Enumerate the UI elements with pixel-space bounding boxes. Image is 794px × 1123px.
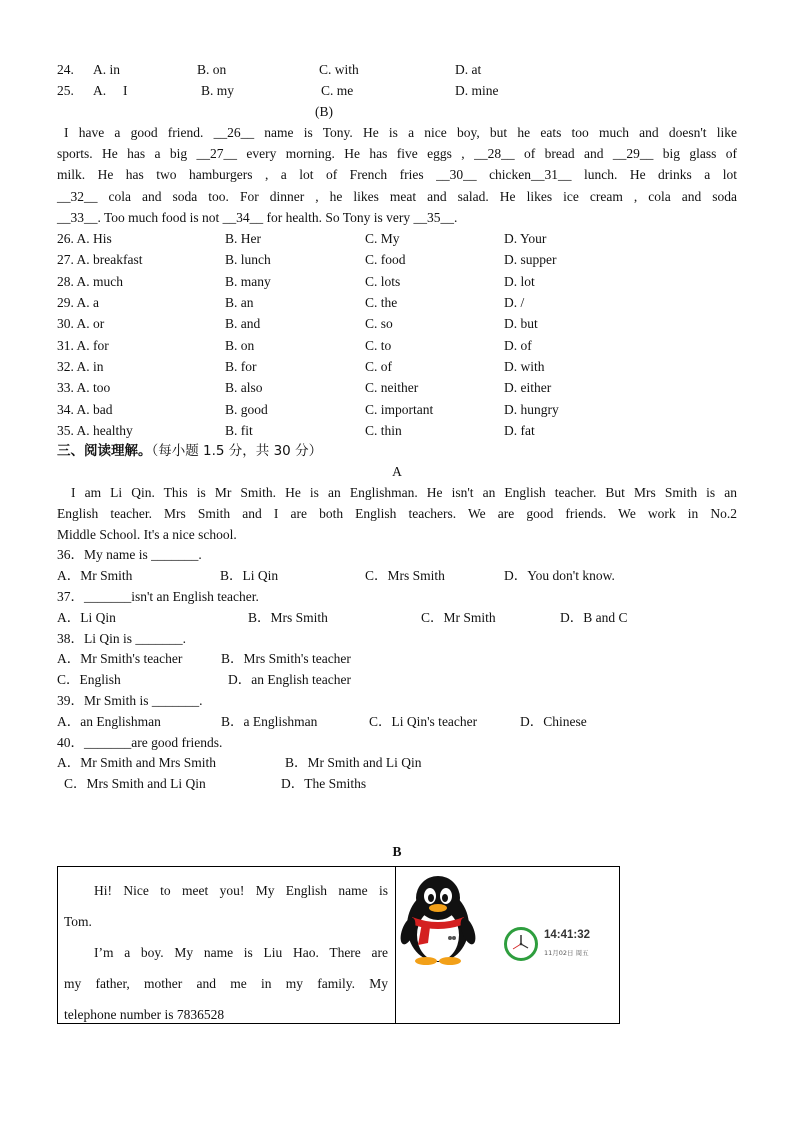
option-c: C. important: [365, 402, 434, 417]
passage-line: I’m a boy. My name is Liu Hao. There are: [94, 945, 388, 960]
penguin-icon: [400, 871, 476, 967]
section-note: （每小题 1.5 分，共 30 分）: [151, 443, 323, 459]
option-a: 31. A. for: [57, 338, 109, 353]
option-d: D. with: [504, 359, 545, 374]
cloze-line: __33__. Too much food is not __34__ for health. So Tony is very __35__.: [57, 209, 458, 225]
passage-line: I am Li Qin. This is Mr Smith. He is an Englishman. He isn't an English teacher. But Mrs Smith is an: [71, 485, 737, 500]
option-c: C. food: [365, 252, 406, 267]
q25-option-b: B. my: [201, 83, 235, 98]
passage-line: Tom.: [64, 914, 92, 929]
q24-option-a: A. in: [93, 62, 120, 77]
q25-option-d: D. mine: [455, 83, 499, 98]
clock-icon: [504, 927, 538, 961]
option-d: D. fat: [504, 423, 535, 438]
question-stem: 40．_______are good friends.: [57, 735, 223, 750]
option-a: 29. A. a: [57, 295, 99, 310]
passage-line: my father, mother and me in my family. My: [64, 976, 388, 991]
clock-time: 14:41:32: [544, 929, 591, 941]
option-c: C. to: [365, 338, 392, 353]
question-option: C．Mrs Smith and Li Qin: [64, 776, 206, 791]
q25-number: 25.: [57, 83, 74, 98]
option-b: B. lunch: [225, 252, 271, 267]
passage-line: Hi! Nice to meet you! My English name is: [94, 883, 388, 898]
question-option: C．Mrs Smith: [365, 568, 445, 583]
option-b: B. also: [225, 380, 263, 395]
option-c: C. the: [365, 295, 398, 310]
option-d: D. hungry: [504, 402, 559, 417]
q25-option-a-text: I: [123, 83, 128, 98]
q24-number: 24.: [57, 62, 74, 77]
option-a: 30. A. or: [57, 316, 105, 331]
q24-option-d: D. at: [455, 62, 482, 77]
question-option: D．You don't know.: [504, 568, 615, 583]
clock-date: 11月02日 周五: [544, 949, 589, 957]
option-b: B. good: [225, 402, 268, 417]
passage-b-table: [57, 866, 620, 1024]
question-option: C．Li Qin's teacher: [369, 714, 478, 729]
question-option: C．Mr Smith: [421, 610, 496, 625]
option-d: D. supper: [504, 252, 557, 267]
option-c: C. neither: [365, 380, 419, 395]
option-d: D. lot: [504, 274, 535, 289]
option-b: B. Her: [225, 231, 261, 246]
question-stem: 39．Mr Smith is _______.: [57, 693, 203, 708]
passage-b-text: [64, 875, 388, 1030]
question-option: A．an Englishman: [57, 714, 161, 729]
question-option: A．Mr Smith's teacher: [57, 651, 183, 666]
question-stem: 36．My name is _______.: [57, 547, 202, 562]
question-option: D．Chinese: [520, 714, 587, 729]
question-option: B．a Englishman: [221, 714, 318, 729]
option-a: 32. A. in: [57, 359, 104, 374]
option-a: 27. A. breakfast: [57, 252, 143, 267]
option-a: 33. A. too: [57, 380, 111, 395]
cloze-line: milk. He has two hamburgers , a lot of French fries __30__ chicken__31__ lunch. He drinks a lot: [57, 167, 737, 183]
table-divider: [395, 867, 396, 1023]
question-option: D．an English teacher: [228, 672, 351, 687]
passage-line: English teacher. Mrs Smith and I are both English teachers. We are good friends. We work in No.2: [57, 506, 737, 522]
passage-a-label: A: [392, 464, 402, 479]
section-heading: [57, 442, 322, 460]
cloze-passage: [57, 122, 737, 228]
q25-option-a: A.: [93, 83, 107, 98]
option-b: B. an: [225, 295, 254, 310]
q24-option-c: C. with: [319, 62, 359, 77]
cloze-line: __32__ cola and soda too. For dinner , he likes meat and salad. He likes ice cream , cola and soda: [57, 188, 737, 204]
option-d: D. but: [504, 316, 538, 331]
question-option: A．Li Qin: [57, 610, 116, 625]
passage-line: Middle School. It's a nice school.: [57, 527, 237, 543]
option-a: 26. A. His: [57, 231, 112, 246]
question-stem: 38．Li Qin is _______.: [57, 631, 187, 646]
q24-option-b: B. on: [197, 62, 227, 77]
question-option: B．Mr Smith and Li Qin: [285, 755, 422, 770]
question-option: C．English: [57, 672, 121, 687]
cloze-line: sports. He has a big __27__ every morning. He has five eggs , __28__ of bread and __29__ big glass of: [57, 146, 737, 162]
question-option: D．B and C: [560, 610, 628, 625]
option-c: C. My: [365, 231, 400, 246]
cloze-section-label: (B): [315, 104, 333, 119]
option-b: B. many: [225, 274, 271, 289]
option-d: D. Your: [504, 231, 547, 246]
option-b: B. for: [225, 359, 257, 374]
option-c: C. lots: [365, 274, 401, 289]
option-b: B. fit: [225, 423, 253, 438]
section-title: 三、阅读理解。: [57, 443, 152, 459]
question-option: B．Mrs Smith: [248, 610, 328, 625]
cloze-line: I have a good friend. __26__ name is Tony. He is a nice boy, but he eats too much and doesn't like: [64, 125, 737, 140]
option-d: D. either: [504, 380, 552, 395]
question-option: B．Li Qin: [220, 568, 279, 583]
question-option: D．The Smiths: [281, 776, 367, 791]
option-c: C. of: [365, 359, 392, 374]
question-option: A．Mr Smith: [57, 568, 133, 583]
q25-option-c: C. me: [321, 83, 354, 98]
option-d: D. of: [504, 338, 532, 353]
question-option: A．Mr Smith and Mrs Smith: [57, 755, 217, 770]
passage-a-text: [57, 482, 737, 546]
option-a: 28. A. much: [57, 274, 123, 289]
passage-b-label: B: [392, 844, 402, 859]
option-c: C. so: [365, 316, 393, 331]
question-stem: 37．_______isn't an English teacher.: [57, 589, 259, 604]
question-option: B．Mrs Smith's teacher: [221, 651, 351, 666]
option-a: 34. A. bad: [57, 402, 113, 417]
option-a: 35. A. healthy: [57, 423, 133, 438]
option-b: B. and: [225, 316, 261, 331]
option-b: B. on: [225, 338, 255, 353]
passage-line: telephone number is 7836528: [64, 1007, 225, 1022]
option-d: D. /: [504, 295, 525, 310]
option-c: C. thin: [365, 423, 402, 438]
